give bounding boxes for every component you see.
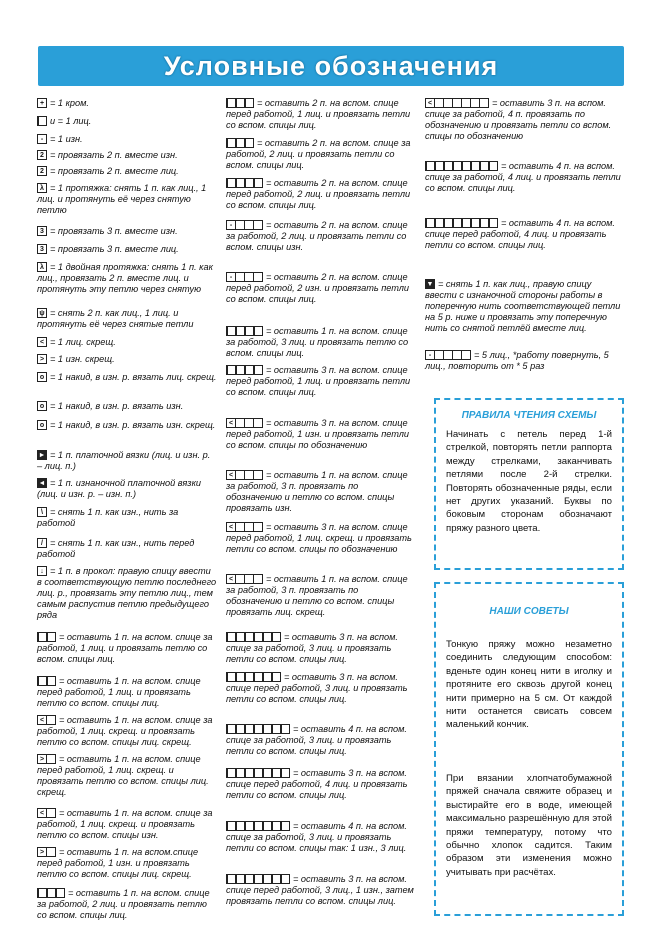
legend-entry <box>37 116 217 127</box>
legend-text: = 1 изн. скрещ. <box>50 354 115 364</box>
symbol-cell <box>461 350 471 360</box>
chart-symbol-icon <box>226 272 262 283</box>
tips-title: НАШИ СОВЕТЫ <box>489 606 569 617</box>
legend-text: = оставить 1 п. на вспом. спице за работой, 1 лиц. скрещ. и провязать петлю со вспом. спицы изн. <box>37 808 213 840</box>
legend-text: = 1 протяжка: снять 1 п. как лиц., 1 лиц. и протянуть её через снятую петлю <box>37 183 207 215</box>
legend-entry <box>226 522 416 555</box>
chart-symbol-icon <box>37 420 46 431</box>
chart-symbol-icon <box>226 326 262 337</box>
chart-symbol-icon <box>37 538 46 549</box>
chart-symbol-icon <box>37 183 46 194</box>
chart-symbol-icon <box>37 507 46 518</box>
legend-text: = оставить 1 п. на вспом. спице за работой, 1 лиц. и провязать петлю со вспом. спицы лиц. <box>37 632 213 664</box>
legend-entry <box>37 226 217 237</box>
symbol-cell <box>488 218 498 228</box>
legend-entry <box>37 538 217 560</box>
chart-symbol-icon <box>37 566 46 577</box>
chart-symbol-icon <box>226 522 262 533</box>
symbol-cell <box>253 272 263 282</box>
chart-symbol-icon <box>37 478 46 489</box>
symbol-cell <box>244 138 254 148</box>
chart-symbol-icon <box>226 418 262 429</box>
symbol-cell: > <box>37 847 47 857</box>
legend-text: = оставить 2 п. на вспом. спице за работой, 2 лиц. и провязать петли со вспом. спицы лиц. <box>226 138 411 170</box>
chart-symbol-icon <box>37 372 46 383</box>
legend-entry <box>37 308 217 330</box>
chart-symbol-icon <box>37 808 55 819</box>
legend-entry <box>37 134 217 145</box>
legend-entry <box>226 138 416 171</box>
tips-text-2: При вязании хлопчатобумажной пряжей сначала свяжите образец и выстирайте его в воде, имеющей максимально разрешённую для этой пряжи температуру, потому что обычно хлопок садится. Таким образом эти изменения можно учитывать при расчётах. <box>446 773 612 878</box>
symbol-cell: o <box>37 401 47 411</box>
chart-symbol-icon <box>37 244 46 255</box>
legend-text: = оставить 3 п. на вспом. спице перед работой, 4 лиц. и провязать петли со вспом. спицы лиц. <box>226 768 408 800</box>
symbol-cell <box>488 161 498 171</box>
symbol-cell: < <box>37 337 47 347</box>
legend-entry <box>37 478 217 500</box>
legend-text: = провязать 3 п. вместе изн. <box>50 226 178 236</box>
legend-text: = оставить 1 п. на вспом. спице за работой, 3 п. провязать по обозначению и петлю со вспом. спицы провязать лиц. скрещ. <box>226 574 408 617</box>
legend-text: = снять 1 п. как изн., нить за работой <box>37 507 179 528</box>
legend-text: = оставить 3 п. на вспом. спице перед работой, 1 лиц. и провязать петли со вспом. спицы лиц. <box>226 365 411 397</box>
symbol-cell <box>253 220 263 230</box>
symbol-cell: 2 <box>37 166 47 176</box>
legend-entry <box>226 574 416 618</box>
legend-entry <box>37 401 217 412</box>
symbol-cell: / <box>37 538 47 548</box>
symbol-cell <box>280 768 290 778</box>
legend-entry <box>226 272 416 305</box>
legend-text: = оставить 1 п. на вспом. спице за работой, 2 лиц. и провязать петлю со вспом. спицы лиц. <box>37 888 210 920</box>
legend-text: = 5 лиц., *работу повернуть, 5 лиц., повторить от * 5 раз <box>425 350 609 371</box>
legend-text: = оставить 2 п. на вспом. спице перед работой, 2 изн. и провязать петли со вспом. спицы лиц. <box>226 272 410 304</box>
rules-text: Начинать с петель перед 1-й стрелкой, повторять петли раппорта между стрелками, заканчивать петлями после 2-й стрелки. Повторять обозначенные ряды, если нет других указаний. Буквы по боковым сторонам обозначают пряжу разного цвета. <box>446 429 612 534</box>
legend-entry <box>37 337 217 348</box>
legend-text: = 1 двойная протяжка: снять 1 п. как лиц., провязать 2 п. вместе лиц. и протянуть эту петлю через снятую <box>37 262 213 294</box>
symbol-cell <box>280 821 290 831</box>
chart-symbol-icon <box>226 138 253 149</box>
symbol-cell <box>479 98 489 108</box>
symbol-cell: λ <box>37 262 47 272</box>
symbol-cell: - <box>226 272 236 282</box>
chart-symbol-icon <box>226 821 289 832</box>
symbol-cell: ψ <box>37 308 47 318</box>
symbol-cell <box>271 632 281 642</box>
title-banner <box>38 46 624 86</box>
legend-entry <box>37 566 217 621</box>
legend-entry <box>226 632 416 665</box>
chart-symbol-icon <box>37 308 46 319</box>
symbol-cell <box>46 754 56 764</box>
legend-entry <box>37 450 217 472</box>
symbol-cell <box>37 116 47 126</box>
chart-symbol-icon <box>226 874 289 885</box>
chart-symbol-icon <box>226 220 262 231</box>
legend-entry <box>37 166 217 177</box>
legend-entry <box>37 98 217 109</box>
legend-entry <box>37 808 217 841</box>
chart-symbol-icon <box>425 98 488 109</box>
legend-text: = оставить 3 п. на вспом. спице перед работой, 1 изн. и провязать петли со вспом. спицы по обозначению <box>226 418 410 450</box>
rules-title: ПРАВИЛА ЧТЕНИЯ СХЕМЫ <box>461 410 597 421</box>
legend-entry <box>226 365 416 398</box>
legend-entry <box>37 847 217 880</box>
legend-text: = 1 накид, в изн. р. вязать изн. скрещ. <box>50 420 216 430</box>
chart-symbol-icon <box>226 672 280 683</box>
legend-text: = оставить 4 п. на вспом. спице за работой, 3 лиц. и провязать петли со вспом. спицы лиц. <box>226 724 407 756</box>
symbol-cell <box>253 418 263 428</box>
symbol-cell: < <box>37 808 47 818</box>
legend-entry <box>226 768 416 801</box>
legend-entry <box>425 218 621 251</box>
legend-entry <box>425 279 621 334</box>
legend-text: = оставить 3 п. на вспом. спице перед работой, 1 лиц. скрещ. и провязать петли со вспом. спицы по обозначению <box>226 522 412 554</box>
symbol-cell <box>253 522 263 532</box>
chart-symbol-icon <box>226 178 262 189</box>
legend-text: = 1 накид, в изн. р. вязать изн. <box>50 401 184 411</box>
legend-entry <box>226 220 416 253</box>
chart-symbol-icon <box>37 226 46 237</box>
chart-symbol-icon <box>37 337 46 348</box>
legend-entry <box>37 888 217 921</box>
legend-entry <box>37 150 217 161</box>
legend-text: = снять 2 п. как лиц., 1 лиц. и протянуть её через снятые петли <box>37 308 194 329</box>
legend-entry <box>37 632 217 665</box>
legend-entry <box>226 821 416 854</box>
legend-entry <box>37 676 217 709</box>
legend-text: = снять 1 п. как лиц., правую спицу ввести с изнаночной стороны работы в поперечную нить соответствующей петли на 5 р. ниже и провязать эту поперечную нить со снятой петлёй вместе лиц. <box>425 279 621 333</box>
symbol-cell <box>46 847 56 857</box>
symbol-cell: o <box>37 372 47 382</box>
rules-box <box>434 398 624 570</box>
legend-entry <box>37 715 217 748</box>
symbol-cell: o <box>37 420 47 430</box>
legend-text: = оставить 3 п. на вспом. спице перед работой, 3 лиц. и провязать петли со вспом. спицы лиц. <box>226 672 408 704</box>
symbol-cell <box>55 888 65 898</box>
symbol-cell: < <box>226 522 236 532</box>
symbol-cell <box>253 365 263 375</box>
legend-text: = оставить 1 п. на вспом. спице за работой, 3 лиц. и провязать петлю со вспом. спицы лиц. <box>226 326 409 358</box>
legend-entry <box>226 470 416 514</box>
legend-entry <box>37 244 217 255</box>
chart-symbol-icon <box>425 279 434 290</box>
legend-text: = оставить 2 п. на вспом. спице за работой, 2 лиц. и провязать петли со вспом. спицы изн. <box>226 220 408 252</box>
chart-symbol-icon <box>226 98 253 109</box>
symbol-cell: > <box>37 754 47 764</box>
legend-text: = 1 п. платочной вязки (лиц. и изн. р. – лиц. п.) <box>37 450 211 471</box>
symbol-cell: - <box>226 220 236 230</box>
chart-symbol-icon <box>226 632 280 643</box>
legend-entry <box>37 420 217 431</box>
legend-text: = оставить 2 п. на вспом. спице перед работой, 2 лиц. и провязать петли со вспом. спицы лиц. <box>226 178 411 210</box>
symbol-cell <box>253 470 263 480</box>
legend-entry <box>425 98 621 142</box>
legend-text: = оставить 1 п. на вспом. спице перед работой, 1 лиц. и провязать петлю со вспом. спицы лиц. <box>37 676 201 708</box>
symbol-cell <box>46 632 56 642</box>
legend-text: = 1 п. изнаночной платочной вязки (лиц. и изн. р. – изн. п.) <box>37 478 202 499</box>
symbol-cell: λ <box>37 183 47 193</box>
legend-entry <box>37 372 217 383</box>
legend-entry <box>37 754 217 798</box>
legend-entry <box>425 161 621 194</box>
legend-entry <box>226 98 416 131</box>
symbol-cell <box>46 715 56 725</box>
chart-symbol-icon <box>425 218 497 229</box>
tips-box <box>434 582 624 916</box>
chart-symbol-icon <box>37 676 55 687</box>
symbol-cell <box>271 672 281 682</box>
symbol-cell: - <box>425 350 435 360</box>
legend-text: = 1 кром. <box>50 98 89 108</box>
chart-symbol-icon <box>37 98 46 109</box>
chart-symbol-icon <box>37 166 46 177</box>
legend-text: = оставить 4 п. на вспом. спице за работой, 3 лиц. и провязать петли со вспом. спицы так: 1 изн., 3 лиц. <box>226 821 407 853</box>
symbol-cell: - <box>37 134 47 144</box>
legend-text: = оставить 4 п. на вспом. спице перед работой, 4 лиц. и провязать петли со вспом. спицы лиц. <box>425 218 615 250</box>
chart-symbol-icon <box>37 150 46 161</box>
legend-text: = провязать 2 п. вместе изн. <box>50 150 178 160</box>
symbol-cell: ► <box>38 451 46 459</box>
legend-text: и = 1 лиц. <box>50 116 92 126</box>
legend-entry <box>226 724 416 757</box>
legend-text: = оставить 1 п. на вспом. спице за работой, 1 лиц. скрещ. и провязать петлю со вспом. спицы лиц. скрещ. <box>37 715 213 747</box>
chart-symbol-icon <box>37 888 64 899</box>
legend-text: = оставить 3 п. на вспом. спице за работой, 4 п. провязать по обозначению и провязать петли со вспом. спицы по обозначению <box>425 98 612 141</box>
legend-text: = 1 лиц. скрещ. <box>50 337 116 347</box>
symbol-cell <box>244 98 254 108</box>
chart-symbol-icon <box>226 724 289 735</box>
symbol-cell: < <box>226 574 236 584</box>
chart-symbol-icon <box>37 450 46 461</box>
symbol-cell <box>46 808 56 818</box>
chart-symbol-icon <box>226 768 289 779</box>
symbol-cell: ↓ <box>37 566 47 576</box>
chart-symbol-icon <box>425 350 470 361</box>
chart-symbol-icon <box>226 365 262 376</box>
legend-entry <box>226 178 416 211</box>
chart-symbol-icon <box>226 574 262 585</box>
legend-entry <box>37 262 217 295</box>
legend-entry <box>226 326 416 359</box>
symbol-cell <box>46 676 56 686</box>
chart-symbol-icon <box>37 847 55 858</box>
symbol-cell: > <box>37 354 47 364</box>
chart-symbol-icon <box>37 134 46 145</box>
legend-text: = оставить 1 п. на вспом.спице перед работой, 1 изн. и провязать петлю со вспом. спицы лиц. скрещ. <box>37 847 199 879</box>
chart-symbol-icon <box>425 161 497 172</box>
legend-text: = провязать 3 п. вместе лиц. <box>50 244 179 254</box>
symbol-cell: ◄ <box>38 479 46 487</box>
chart-symbol-icon <box>37 116 46 127</box>
legend-entry <box>226 672 416 705</box>
legend-entry <box>37 354 217 365</box>
tips-text-1: Тонкую пряжу можно незаметно соединить следующим способом: вденьте один конец нити в иголку и протяните его сквозь другой конец нити примерно на 5 см. От каждой нити останется свисать совсем маленький кончик. <box>446 639 612 731</box>
legend-entry <box>37 183 217 216</box>
chart-symbol-icon <box>37 715 55 726</box>
symbol-cell: 3 <box>37 244 47 254</box>
symbol-cell: < <box>226 418 236 428</box>
page-title: Условные обозначения <box>163 50 499 81</box>
legend-text: = оставить 3 п. на вспом. спице перед работой, 3 лиц., 1 изн., затем провязать петли со вспом. спицы лиц. <box>226 874 414 906</box>
legend-text: = оставить 2 п. на вспом. спице перед работой, 1 лиц. и провязать петли со вспом. спицы лиц. <box>226 98 411 130</box>
legend-entry <box>226 874 416 907</box>
symbol-cell <box>253 326 263 336</box>
symbol-cell <box>253 178 263 188</box>
legend-text: = снять 1 п. как изн., нить перед работой <box>37 538 195 559</box>
chart-symbol-icon <box>37 754 55 765</box>
legend-entry <box>425 350 621 372</box>
symbol-cell: + <box>37 98 47 108</box>
legend-text: = 1 накид, в изн. р. вязать лиц. скрещ. <box>50 372 217 382</box>
symbol-cell: < <box>425 98 435 108</box>
symbol-cell: \ <box>37 507 47 517</box>
chart-symbol-icon <box>226 470 262 481</box>
legend-text: = 1 изн. <box>50 134 83 144</box>
legend-entry <box>37 507 217 529</box>
symbol-cell: ▼ <box>426 280 434 288</box>
legend-text: = оставить 1 п. на вспом. спице за работой, 3 п. провязать по обозначению и петлю со вспом. спицы провязать изн. <box>226 470 408 513</box>
symbol-cell: < <box>226 470 236 480</box>
legend-text: = провязать 2 п. вместе лиц. <box>50 166 179 176</box>
symbol-cell <box>280 724 290 734</box>
legend-text: = оставить 4 п. на вспом. спице за работой, 4 лиц. и провязать петли со вспом. спицы лиц. <box>425 161 621 193</box>
legend-text: = оставить 3 п. на вспом. спице за работой, 3 лиц. и провязать петли со вспом. спицы лиц. <box>226 632 398 664</box>
symbol-cell <box>280 874 290 884</box>
symbol-cell: 2 <box>37 150 47 160</box>
symbol-cell: 3 <box>37 226 47 236</box>
symbol-cell: < <box>37 715 47 725</box>
legend-text: = 1 п. в прокол: правую спицу ввести в соответствующую петлю последнего лиц. р., провязать эту петлю лиц., тем самым распустив петлю предыдущего ряда <box>37 566 217 620</box>
symbol-cell <box>253 574 263 584</box>
chart-symbol-icon <box>37 354 46 365</box>
chart-symbol-icon <box>37 401 46 412</box>
chart-symbol-icon <box>37 632 55 643</box>
legend-text: = оставить 1 п. на вспом. спице перед работой, 1 лиц. скрещ. и провязать петлю со вспом. спицы лиц. скрещ. <box>37 754 209 797</box>
chart-symbol-icon <box>37 262 46 273</box>
legend-entry <box>226 418 416 451</box>
